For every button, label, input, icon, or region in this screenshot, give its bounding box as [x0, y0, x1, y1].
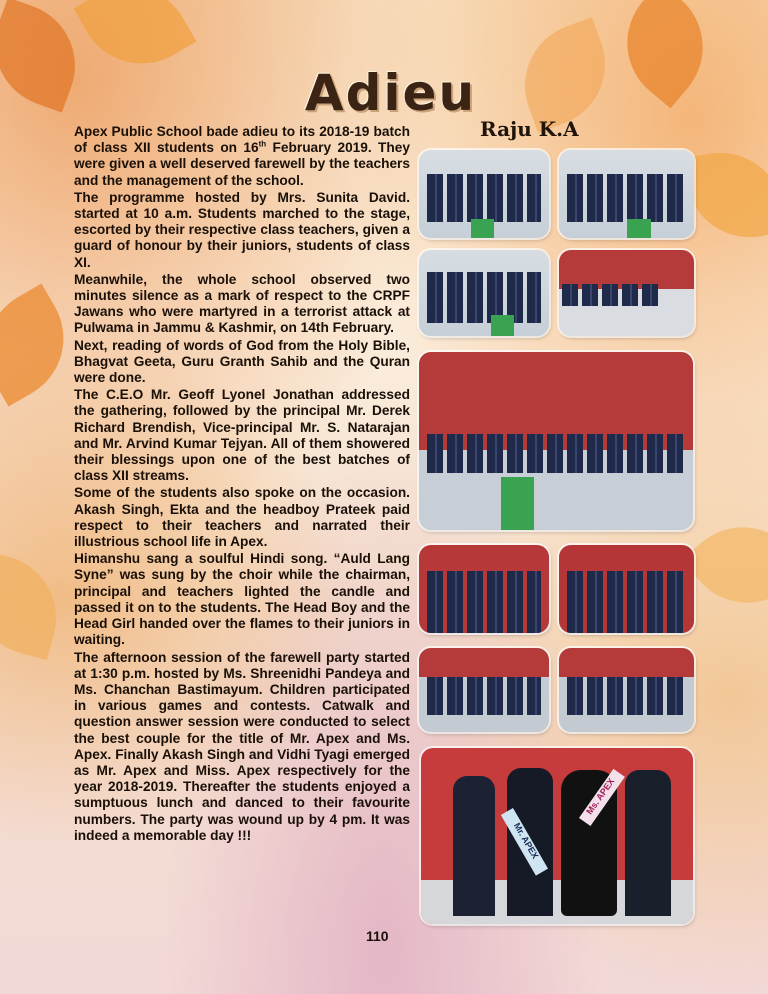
- photo-carpet: [471, 219, 494, 238]
- photo-people: [567, 174, 686, 222]
- photo-group-stage-2: [559, 648, 694, 732]
- page-number: 110: [366, 928, 389, 944]
- photo-people: [427, 434, 685, 473]
- article-paragraph: The afternoon session of the farewell party started at 1:30 p.m. hosted by Ms. Shreenidhi Pandeya and Ms. Chanchan Bastimayum. Children participated in various games and contests. Catwalk and question answer session were conducted to select the best couple for the title of Mr. Apex and Ms. Apex. Finally Akash Singh and Vidhi Tyagi emerged as Mr. Apex and Miss. Apex respectively for the year 2018-2019. Thereafter the students enjoyed a sumptuous lunch and danced to their favourite numbers. The party was wound up by 4 pm. It was indeed a memorable day !!!: [74, 649, 410, 843]
- photo-wall: [559, 648, 694, 677]
- photo-people: [427, 571, 541, 633]
- photo-assembly-podium: [559, 250, 694, 336]
- photo-mr-ms-apex: [421, 748, 693, 924]
- autumn-leaf-decoration: [683, 143, 768, 247]
- person-left: [453, 776, 495, 916]
- photo-people: [567, 677, 686, 715]
- article-paragraph: Next, reading of words of God from the Holy Bible, Bhagvat Geeta, Guru Granth Sahib and the Quran were done.: [74, 337, 410, 386]
- photo-wall: [559, 250, 694, 289]
- photo-group-stage-1: [419, 648, 549, 732]
- photo-carpet: [491, 315, 514, 337]
- photo-students-marching-1: [419, 150, 549, 238]
- photo-carpet: [501, 477, 534, 530]
- photo-people: [567, 571, 686, 633]
- paragraph-text: Apex Public School bade adieu to its 2018-19 batch of class XII students on 16: [74, 124, 410, 156]
- page-title: Adieu: [304, 64, 477, 122]
- photo-school-courtyard: [419, 352, 693, 530]
- article-paragraph: Some of the students also spoke on the occasion. Akash Singh, Ekta and the headboy Prateek paid respect to their teachers and narrated their illustrious school life in Apex.: [74, 485, 410, 550]
- article-paragraph: The programme hosted by Mrs. Sunita David. started at 10 a.m. Students marched to the stage, escorted by their respective class teachers, given a guard of honour by their juniors, students of class XI.: [74, 189, 410, 270]
- photo-wall: [419, 648, 549, 677]
- sash-ms-apex: Ms. APEX: [579, 769, 625, 826]
- photo-candle-lighting-1: [419, 545, 549, 633]
- photo-guard-of-honour: [419, 250, 549, 336]
- photo-candle-lighting-2: [559, 545, 694, 633]
- autumn-leaf-decoration: [74, 0, 197, 86]
- autumn-leaf-decoration: [0, 550, 70, 660]
- article-paragraph: [74, 124, 410, 189]
- article-body: [74, 124, 410, 845]
- photo-people: [427, 174, 541, 222]
- autumn-leaf-decoration: [507, 17, 622, 132]
- person-right: [625, 770, 671, 916]
- autumn-leaf-decoration: [602, 0, 729, 108]
- ordinal-suffix: th: [258, 139, 267, 149]
- author-name: Raju K.A: [480, 117, 579, 141]
- photo-people: [562, 284, 661, 306]
- article-paragraph: The C.E.O Mr. Geoff Lyonel Jonathan addressed the gathering, followed by the principal Mr. Derek Richard Brendish, Vice-principal Mr. S. Natarajan and Mr. Arvind Kumar Tejyan. All of them showered their blessings upon one of the best batches of class XII streams.: [74, 387, 410, 484]
- article-paragraph: Meanwhile, the whole school observed two minutes silence as a mark of respect to the CRPF Jawans who were martyred in a terrorist attack at Pulwama in Jammu & Kashmir, on 14th February.: [74, 271, 410, 336]
- photo-students-marching-2: [559, 150, 694, 238]
- paragraph-text: February 2019. They were given a well deserved farewell by the teachers and the management of the school.: [74, 140, 410, 188]
- article-paragraph: Himanshu sang a soulful Hindi song. “Auld Lang Syne” was sung by the choir while the chairman, principal and teachers lighted the candle and passed it on to the students. The Head Boy and the Head Girl handed over the flames to their juniors in waiting.: [74, 551, 410, 648]
- sash-mr-apex: Mr. APEX: [501, 808, 548, 876]
- photo-carpet: [627, 219, 651, 238]
- photo-people: [427, 272, 541, 324]
- autumn-leaf-decoration: [682, 502, 768, 629]
- photo-people: [427, 677, 541, 715]
